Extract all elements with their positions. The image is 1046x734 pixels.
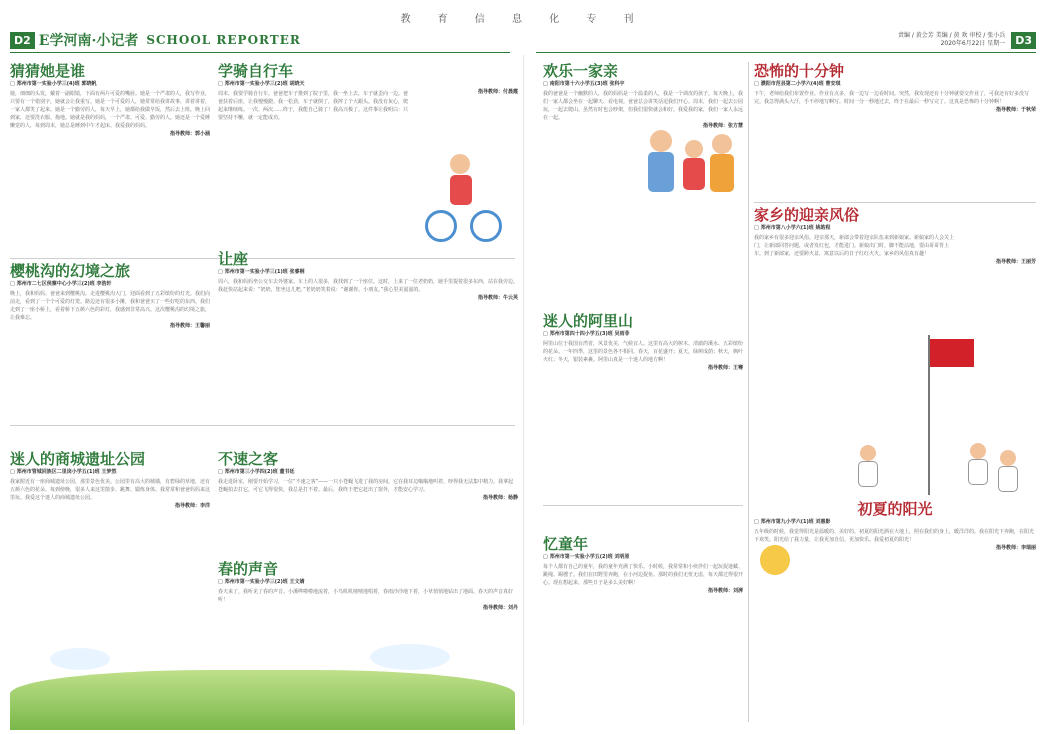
article-byline: □ 郑州市第一实验小学三(4)班 郭晓帆 xyxy=(10,80,210,88)
child-head xyxy=(970,443,986,459)
article-byline: □ 郑州市第一实验小学五(2)班 刘明原 xyxy=(543,553,743,561)
article-teacher: 指导教师：李瑞丽 xyxy=(995,545,1036,551)
child-body xyxy=(968,459,988,485)
person-body xyxy=(710,154,734,192)
article-spring-sounds xyxy=(218,560,518,640)
article-teacher: 指导教师：牛云英 xyxy=(477,295,518,301)
article-body: 每个人都有自己的童年，我的童年充满了快乐。小时候，我常常和小伙伴们一起玩捉迷藏、跳绳、踢毽子。我们在田野里奔跑，在小河边捉鱼。那时的我们无忧无虑，每天都过得很开心。现在想起来，那些日子是多么美好啊！ xyxy=(543,564,743,586)
right-page-number: D3 xyxy=(1011,32,1036,49)
article-title: 初夏的阳光 xyxy=(857,500,933,518)
article-body: 周六，我和妈妈坐公交车去外婆家。车上的人很多，我找到了一个座位。这时，上来了一位老奶奶，她手里提着很多东西，站在我旁边。我赶快站起来说：“奶奶，您坐这儿吧。”老奶奶笑着说：“谢谢你，小朋友。”我心里美滋滋的。 xyxy=(218,279,518,293)
article-byline: □ 郑州市管城回族区二里岗小学五(1)班 王梦然 xyxy=(10,468,210,476)
sun-icon xyxy=(760,545,790,575)
article-title: 让座 xyxy=(218,250,249,268)
running-title: 教 育 信 息 化 专 刊 xyxy=(400,14,646,25)
article-body: 她，细细的头发，戴着一副眼镜，下面有两片可爱的嘴唇。她是一个严肃的人，我写作业，只要有一个错别字，她就会让我重写。她是一个可爱的人，她常常给我讲故事，讲着讲着，一家人都笑了起来。她是一个勤劳的人，每天早上，她都给我做早饭，然后去上班。晚上回到家，还要洗衣服、拖地。她就是我的妈妈，一个严肃、可爱、勤劳的人。她还是一个爱睡懒觉的人，每到周末，她总是睡到中午才起床。我爱我的妈妈。 xyxy=(10,91,210,129)
divider xyxy=(10,425,515,426)
article-body: 周末，我要学骑自行车。爸爸把车子推到了院子里，我一坐上去，车子就歪向一边。爸爸扶着后座，让我慢慢蹬。我一松劲，车子就倒了，我摔了个大跟头。我没有灰心，爬起来继续练。一次、两次……终于，我能自己骑了！我高兴极了。这件事让我明白：只要坚持不懈，就一定能成功。 xyxy=(218,91,409,121)
article-teacher: 指导教师：刘湃 xyxy=(707,588,743,594)
article-title: 忆童年 xyxy=(543,535,589,553)
center-fold xyxy=(523,55,524,725)
left-page-header xyxy=(10,30,510,50)
bike-wheel-icon xyxy=(470,210,502,242)
edition-meta xyxy=(898,32,1005,48)
brand-title-en: SCHOOL REPORTER xyxy=(146,33,301,47)
right-header-rule xyxy=(536,52,1036,53)
article-title: 欢乐一家亲 xyxy=(543,62,619,80)
article-body: 春天来了，我听见了春的声音。小溪哗啦啦地流着，小鸟叽叽喳喳地唱着，春雨沙沙地下着，小草悄悄地钻出了地面。春天的声音真好听！ xyxy=(218,589,514,603)
cloud-icon xyxy=(50,648,110,670)
article-byline: □ 郑州市第一实验小学三(1)班 张睿桐 xyxy=(218,268,518,276)
article-teacher: 指导教师：张方慧 xyxy=(702,123,743,129)
cloud-icon xyxy=(370,644,450,670)
bike-wheel-icon xyxy=(425,210,457,242)
bike-illustration xyxy=(420,140,510,250)
article-teacher: 指导教师：王丽芳 xyxy=(995,259,1036,265)
article-title: 春的声音 xyxy=(218,560,279,578)
article-byline: □ 郑州市第三小学四(2)班 董书廷 xyxy=(218,468,518,476)
divider xyxy=(754,202,1036,203)
child-body xyxy=(998,466,1018,492)
person-body xyxy=(683,158,705,190)
top-bar xyxy=(0,0,1046,6)
article-byline: □ 郑州市第四十四小学五(3)班 吴雨菲 xyxy=(543,330,743,338)
article-scary-ten-minutes xyxy=(754,62,1036,202)
article-byline: □ 郑州市第一实验小学三(2)班 王文婧 xyxy=(218,578,518,586)
article-byline: □ 郑州市第一实验小学三(2)班 胡晓天 xyxy=(218,80,518,88)
issue-date: 2020年6月22日 星期一 xyxy=(940,40,1006,47)
editor-credit: 责编 / 黄会芳 美编 / 黄 欢 审校 / 张小兵 xyxy=(897,32,1006,39)
article-teacher: 指导教师：王骞 xyxy=(707,365,743,371)
article-uninvited-guest xyxy=(218,450,518,540)
article-cherry-valley xyxy=(10,262,210,422)
person-head xyxy=(712,134,732,154)
article-byline: □ 郑州市二七区侯寨中心小学三(2)班 李浩轩 xyxy=(10,280,210,288)
left-page-number: D2 xyxy=(10,32,35,49)
article-teacher: 指导教师：郭小涵 xyxy=(169,131,210,137)
article-byline: □ 郑州市第九小学六(1)班 刘惠影 xyxy=(754,518,1036,526)
article-title: 不速之客 xyxy=(218,450,279,468)
article-alishan xyxy=(543,312,743,502)
article-give-seat xyxy=(218,250,518,422)
person-head xyxy=(650,130,672,152)
article-teacher: 指导教师：李洋 xyxy=(174,503,210,509)
spring-illustration xyxy=(10,640,515,730)
flag-illustration xyxy=(850,335,1036,505)
left-header-rule xyxy=(10,52,510,53)
article-title: 学骑自行车 xyxy=(218,62,294,80)
article-title: 恐怖的十分钟 xyxy=(754,62,845,80)
article-teacher: 指导教师：杨静 xyxy=(482,495,518,501)
article-byline: □ 南阳市第十六小学五(3)班 张科宇 xyxy=(543,80,743,88)
flag-icon xyxy=(930,339,974,367)
article-body: 我的家乡有很多迎亲风俗。迎亲那天，新郎会带着迎亲队伍来到新娘家。新娘家的人会关上门，让新郎回答问题，或者发红包，才能进门。新娘出门时，脚不能沾地，要由哥哥背上车。到了新郎家，还要跨火盆，寓意以后的日子红红火火。家乡的风俗真有趣！ xyxy=(754,235,955,257)
article-body: 我家附近有一座商城遗址公园，那里景色优美。公园里有高大的城墙，有碧绿的草地，还有五颜六色的花朵。每到傍晚，很多人来这里散步、跳舞、锻炼身体。我常常和爸爸妈妈来这里玩。我爱这个迷人的商城遗址公园。 xyxy=(10,479,210,501)
article-title: 樱桃沟的幻境之旅 xyxy=(10,262,131,280)
article-title: 迷人的阿里山 xyxy=(543,312,634,330)
article-shangcheng-park xyxy=(10,450,210,620)
right-page-header xyxy=(536,30,1036,50)
article-teacher: 指导教师：于秋荣 xyxy=(995,107,1036,113)
article-teacher: 指导教师：刘丹 xyxy=(482,605,518,611)
article-body: 我的爸爸是一个幽默的人，我的妈妈是一个温柔的人，我是一个调皮的孩子。每天晚上，我们一家人都会坐在一起聊天、看电视。爸爸总会讲笑话逗我们开心。周末，我们一起去公园玩，一起去爬山。虽然有时也会吵架，但我们很快就会和好。我爱我的家，我们一家人永远在一起。 xyxy=(543,91,743,121)
family-illustration xyxy=(640,120,740,220)
divider xyxy=(543,505,743,506)
article-childhood xyxy=(543,535,743,725)
article-byline: □ 濮阳市范县第二小学六(4)班 曹安琪 xyxy=(754,80,1036,88)
article-body: 晚上，我和妈妈、爸爸来到樱桃沟。走进樱桃沟大门，迎面看到了五彩缤纷的灯光。我们向前走，看到了一个个可爱的灯笼。路边还有很多小摊，我和爸爸买了一些好吃的东西。我们走到了一座小桥上，看着桥下五颜六色的彩灯，我感到非常高兴。这次樱桃沟的幻境之旅，让我难忘。 xyxy=(10,291,210,321)
rider-head xyxy=(450,154,470,174)
article-teacher: 指导教师：王馨丽 xyxy=(169,323,210,329)
child-head xyxy=(860,445,876,461)
person-head xyxy=(685,140,703,158)
article-guess-who xyxy=(10,62,210,260)
article-byline: □ 郑州市第八小学六(1)班 姚皓程 xyxy=(754,224,1036,232)
article-title: 家乡的迎亲风俗 xyxy=(754,206,860,224)
article-body: 五年级的时候，我觉得阳光是温暖的、美好的。初夏的阳光洒在大地上，照在我们的身上，暖洋洋的。我在阳光下奔跑，在阳光下欢笑。阳光给了我力量，让我更加自信、更加快乐。我爱初夏的阳光！ xyxy=(754,529,1035,543)
child-body xyxy=(858,461,878,487)
grass-field xyxy=(10,670,515,730)
brand-title: E学河南·小记者 xyxy=(38,33,139,49)
article-title: 猜猜她是谁 xyxy=(10,62,86,80)
article-body: 下午，老师给我们布置作业。作业有点多，我一边写一边看时间。突然，我发现还有十分钟就要交作业了，可我还有好多没写完。我急得满头大汗，手不停地写啊写。时间一分一秒地过去，终于在最后一秒写完了。这真是恐怖的十分钟啊！ xyxy=(754,91,1030,105)
child-head xyxy=(1000,450,1016,466)
person-body xyxy=(648,152,674,192)
article-early-summer xyxy=(754,500,1036,725)
article-body: 我走进卧室，刚要开始学习，一位“不速之客”——一只小苍蝇飞进了我的房间。它在我耳边嗡嗡地叫着，吵得我无法集中精力。我拿起苍蝇拍去打它，可它飞得很快，我总是打不着。最后，我终于把它赶出了窗外，才能安心学习。 xyxy=(218,479,514,493)
article-title: 迷人的商城遗址公园 xyxy=(10,450,146,468)
column-divider xyxy=(748,62,749,722)
article-teacher: 指导教师：付晨霞 xyxy=(477,89,518,95)
rider-body xyxy=(450,175,472,205)
article-body: 阿里山位于我国台湾省，风景优美，气候宜人。这里有高大的树木、清澈的溪水、五彩缤纷的花朵。一年四季，这里的景色各不相同。春天，百花盛开；夏天，绿树成荫；秋天，枫叶火红；冬天，银装素裹。阿里山真是一个迷人的地方啊！ xyxy=(543,341,743,363)
